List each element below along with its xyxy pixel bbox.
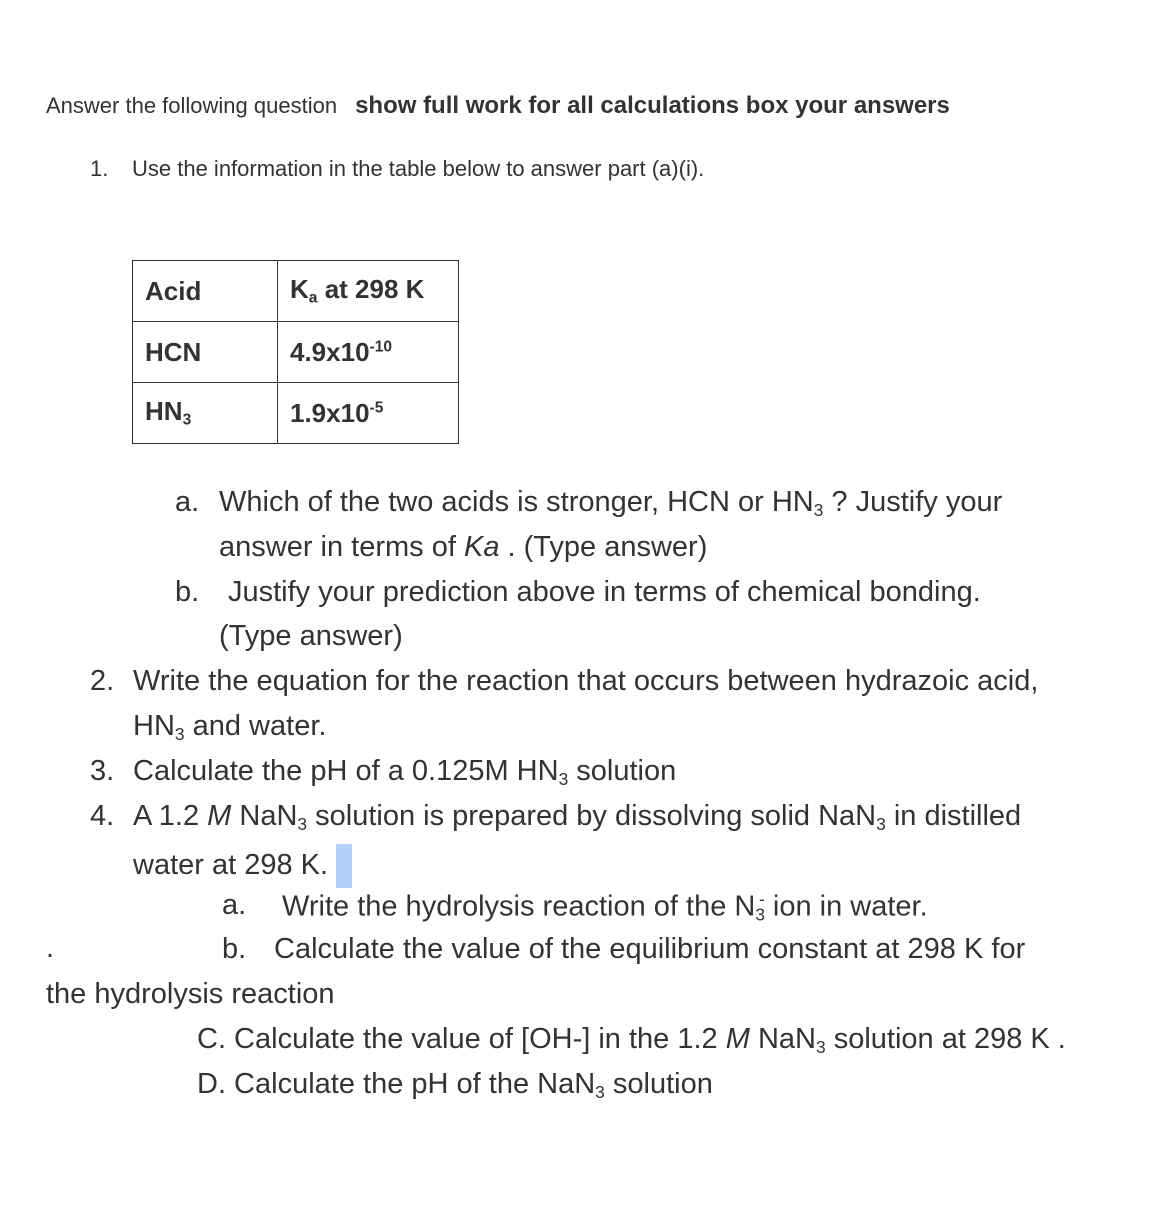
question-4b-text: Calculate the value of the equilibrium constant at 298 K for xyxy=(274,933,1026,965)
stray-dot: . xyxy=(46,932,55,964)
question-4-text: A 1.2 M NaN$_3$ solution is prepared by dissolving solid NaN$_3$ in distilled xyxy=(133,800,1022,835)
header-acid: Acid xyxy=(133,261,278,322)
table-row xyxy=(133,322,459,383)
question-1b-marker: b. xyxy=(175,576,200,608)
acid-cell: HCN xyxy=(133,322,278,383)
question-number: 1. xyxy=(90,156,109,181)
question-3-text: Calculate the pH of a 0.125M $HN_3$ solution xyxy=(133,755,677,790)
question-2-text: Write the equation for the reaction that occurs between hydrazoic acid, xyxy=(133,665,1039,697)
question-text: Use the information in the table below to answer part (a)(i). xyxy=(132,156,705,181)
header-ka: $K_a$ at 298 K xyxy=(278,261,459,322)
list-marker: a. xyxy=(175,486,200,518)
question-4a-marker: a. xyxy=(222,889,247,921)
question-4b-line2: the hydrolysis reaction xyxy=(46,978,335,1010)
question-1b-text: Justify your prediction above in terms of chemical bonding. xyxy=(228,576,981,608)
ka-cell: $1.9x10^{-5}$ xyxy=(278,383,459,444)
table-header-row xyxy=(133,261,459,322)
instruction-text: Answer the following question xyxy=(46,93,338,118)
question-2-line2: $HN_3$ and water. xyxy=(133,710,327,745)
bold-instruction: show full work for all calculations box your answers xyxy=(355,92,950,119)
question-1a-line1: Which of the two acids is stronger, HCN or $HN_3$ ? Justify your xyxy=(219,486,1003,521)
question-1 xyxy=(90,156,704,182)
acid-cell: $HN_3$ xyxy=(133,383,278,444)
question-4d-text: D. Calculate the pH of the NaN$_3$ solution xyxy=(197,1068,713,1103)
question-4b-marker: b. xyxy=(222,933,247,965)
question-1b-line2: (Type answer) xyxy=(219,620,403,652)
ka-cell: $4.9x10^{-10}$ xyxy=(278,322,459,383)
question-1a xyxy=(175,486,199,519)
instructions-header xyxy=(46,92,950,120)
question-2-number: 2. xyxy=(90,665,115,697)
question-1a-line2: answer in terms of Ka . (Type answer) xyxy=(219,531,708,563)
text-cursor-selection[interactable] xyxy=(336,844,352,888)
ka-table xyxy=(132,260,459,444)
question-3-number: 3. xyxy=(90,755,115,787)
question-4-number: 4. xyxy=(90,800,115,832)
question-4-line2: water at 298 K. xyxy=(133,844,352,888)
question-4a-text: Write the hydrolysis reaction of the $N_3^-$ ion in water. xyxy=(282,889,928,925)
table-row xyxy=(133,383,459,444)
question-4c-text: C. Calculate the value of [OH-] in the 1.2 M NaN$_3$ solution at 298 K . xyxy=(197,1023,1066,1058)
